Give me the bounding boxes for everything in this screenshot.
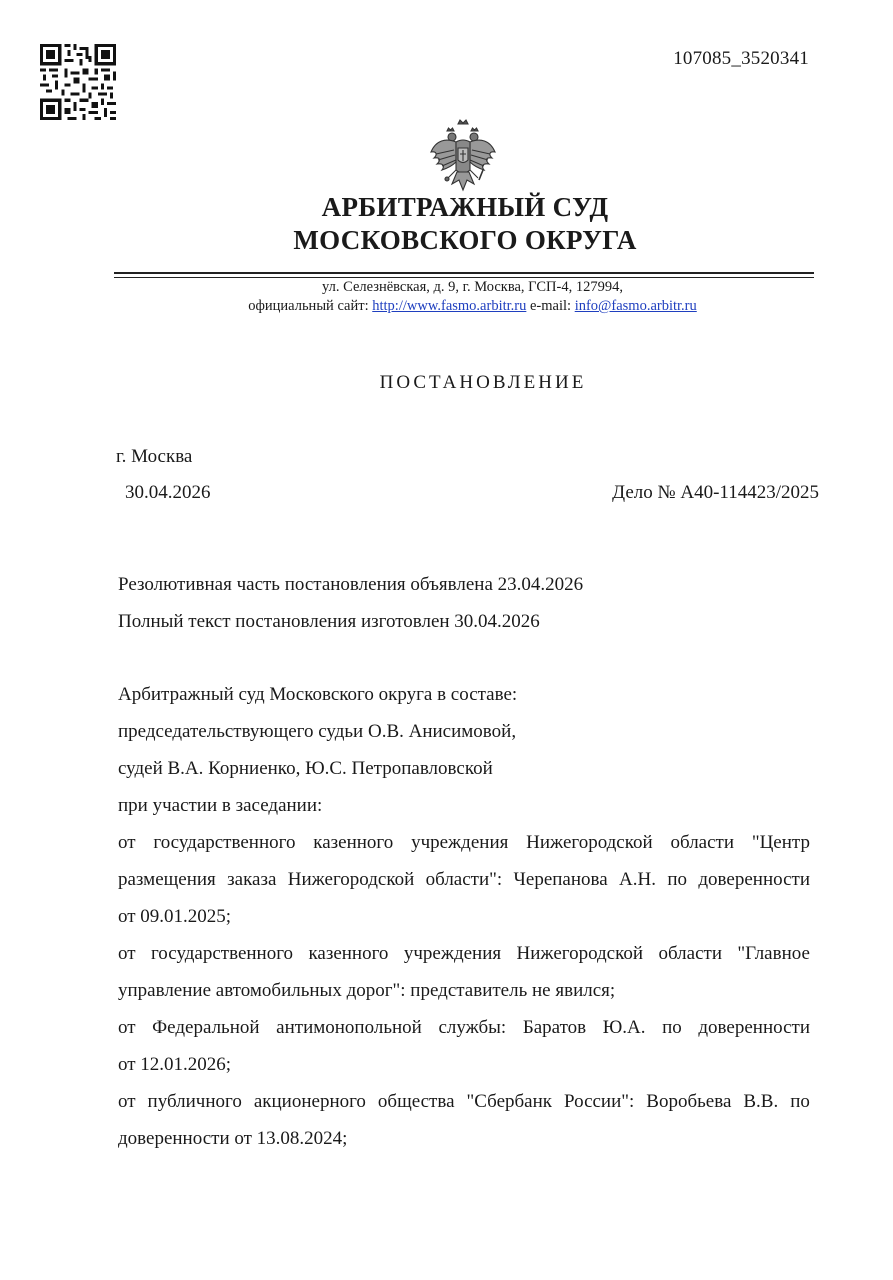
body-line: управление автомобильных дорог": представитель не явился;: [118, 980, 616, 1001]
case-number: Дело № А40-114423/2025: [612, 482, 819, 503]
body-line: Арбитражный суд Московского округа в составе:: [118, 684, 518, 705]
body-line: от публичного акционерного общества "Сбербанк России": Воробьева В.В. по: [118, 1091, 810, 1112]
document-title: ПОСТАНОВЛЕНИЕ: [379, 372, 587, 393]
body-line: председательствующего судьи О.В. Анисимовой,: [118, 721, 517, 742]
court-contacts: [0, 298, 893, 315]
body-line: размещения заказа Нижегородской области": Черепанова А.Н. по доверенности: [118, 869, 810, 890]
body-line: при участии в заседании:: [118, 795, 323, 816]
body-line: от 12.01.2026;: [118, 1054, 232, 1075]
header-divider-thin: [114, 277, 814, 278]
coat-of-arms-icon: [428, 118, 498, 194]
qr-code-icon: [40, 44, 116, 120]
email-link[interactable]: info@fasmo.arbitr.ru: [574, 298, 697, 314]
body-line: доверенности от 13.08.2024;: [118, 1128, 348, 1149]
prepared-line: Полный текст постановления изготовлен 30.04.2026: [118, 611, 540, 632]
body-line: судей В.А. Корниенко, Ю.С. Петропавловской: [118, 758, 493, 779]
document-date: 30.04.2026: [125, 482, 211, 503]
court-address: ул. Селезнёвская, д. 9, г. Москва, ГСП-4, 127994,: [322, 279, 623, 295]
body-line: от 09.01.2025;: [118, 906, 232, 927]
site-label: официальный сайт:: [248, 298, 369, 314]
announced-line: Резолютивная часть постановления объявлена 23.04.2026: [118, 574, 584, 595]
document-id: 107085_3520341: [673, 48, 809, 69]
body-line: от государственного казенного учреждения Нижегородской области "Главное: [118, 943, 810, 964]
header-divider-thick: [114, 272, 814, 274]
court-name-line2: МОСКОВСКОГО ОКРУГА: [293, 225, 637, 255]
site-link[interactable]: http://www.fasmo.arbitr.ru: [372, 298, 527, 314]
email-label: e-mail:: [529, 298, 572, 314]
court-name-line1: АРБИТРАЖНЫЙ СУД: [321, 192, 609, 222]
body-line: от государственного казенного учреждения Нижегородской области "Центр: [118, 832, 810, 853]
city: г. Москва: [116, 446, 193, 467]
body-line: от Федеральной антимонопольной службы: Баратов Ю.А. по доверенности: [118, 1017, 810, 1038]
